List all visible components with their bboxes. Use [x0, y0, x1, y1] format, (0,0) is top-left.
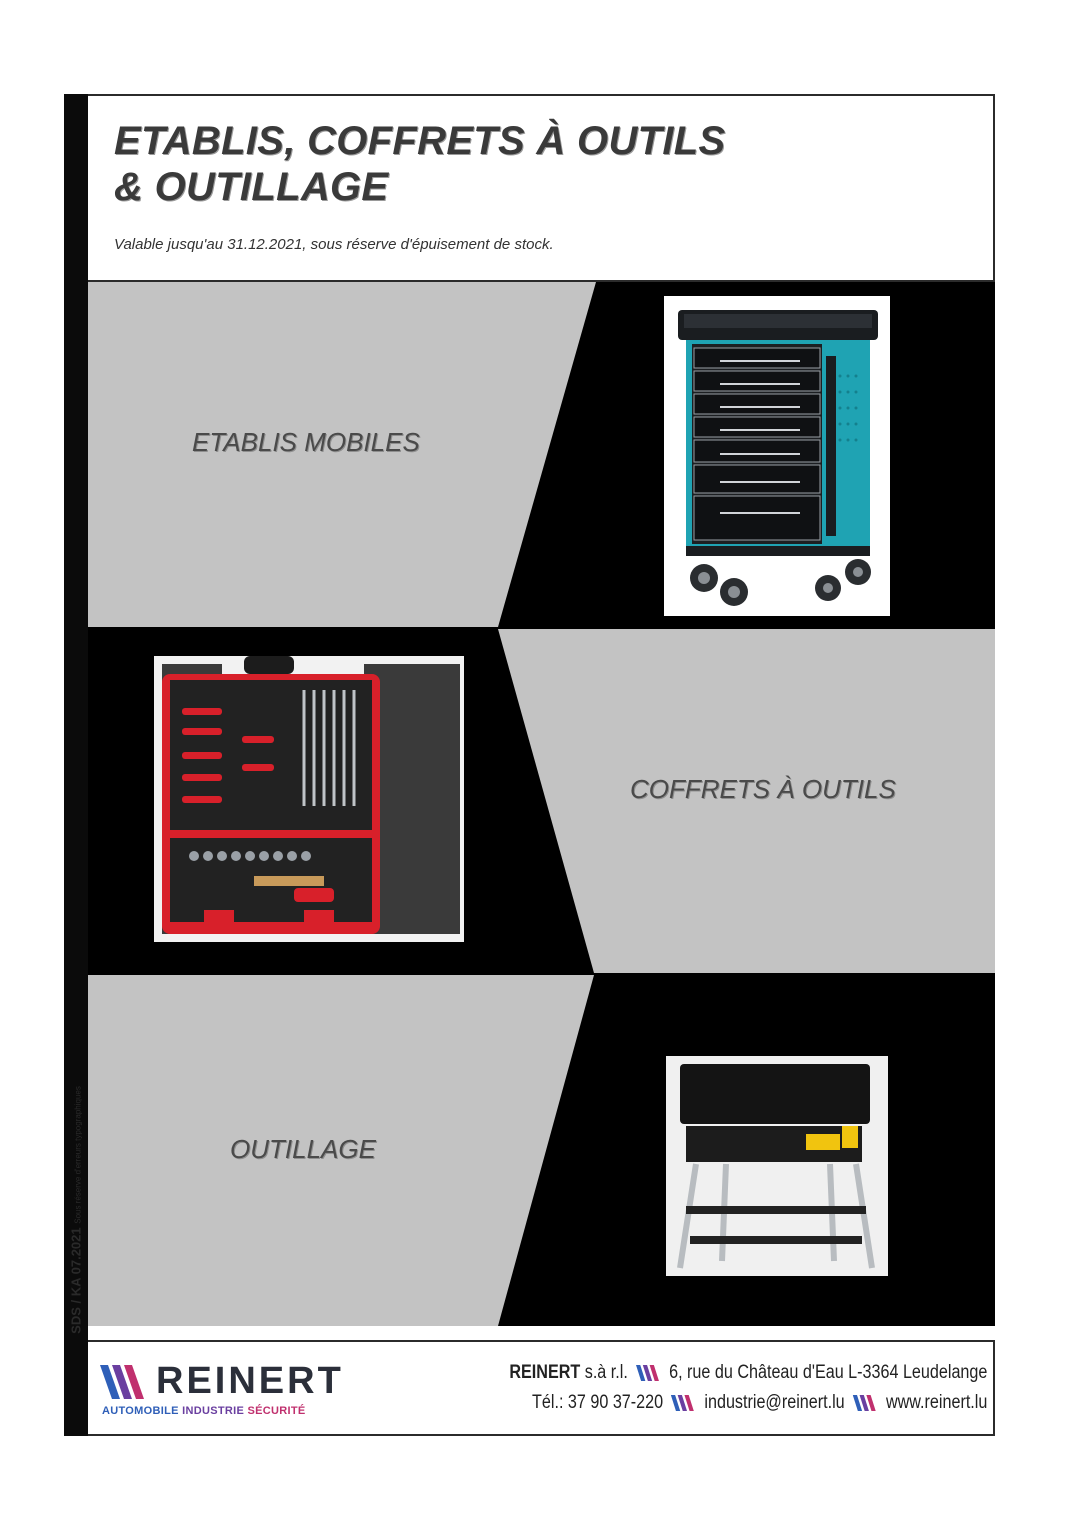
spine-code — [69, 1086, 84, 1334]
company-website[interactable]: www.reinert.lu — [885, 1392, 987, 1413]
title-line-1: ETABLIS, COFFRETS À OUTILS — [114, 119, 726, 163]
page-title — [114, 118, 726, 210]
contact-block — [509, 1358, 987, 1418]
logo-tagline — [102, 1405, 350, 1417]
company-phone: Tél.: 37 90 37-220 — [531, 1392, 663, 1413]
company-address: 6, rue du Château d'Eau L-3364 Leudelange — [668, 1362, 987, 1383]
divider-slashes-icon — [671, 1395, 697, 1411]
company-email[interactable]: industrie@reinert.lu — [704, 1392, 845, 1413]
title-line-2: & OUTILLAGE — [114, 165, 389, 209]
tool-cabinet-image — [664, 296, 890, 616]
divider-slashes-icon — [852, 1395, 878, 1411]
section-label-outillage: OUTILLAGE — [230, 1134, 376, 1164]
divider-slashes-icon — [635, 1365, 661, 1381]
section-label-etablis: ETABLIS MOBILES — [192, 427, 420, 457]
spine-code-text: SDS / KA 07.2021 — [68, 1227, 84, 1334]
tagline-industrie: INDUSTRIE — [182, 1405, 245, 1417]
section-label-coffrets: COFFRETS À OUTILS — [630, 774, 896, 804]
company-name: REINERT — [508, 1362, 580, 1383]
header-box — [88, 94, 995, 282]
contact-line-2 — [509, 1388, 987, 1418]
validity-note: Valable jusqu'au 31.12.2021, sous réserve d'épuisement de stock. — [114, 236, 554, 253]
contact-line-1 — [509, 1358, 987, 1388]
tool-case-image — [154, 656, 464, 942]
tool-box-stand-image — [666, 1056, 888, 1276]
reinert-logo — [100, 1360, 350, 1417]
category-sections — [88, 282, 995, 1326]
company-suffix: s.à r.l. — [584, 1362, 628, 1383]
logo-slashes-icon — [100, 1365, 150, 1399]
footer-box — [88, 1340, 995, 1436]
spine-note: Sous réserve d'erreurs typographiques — [73, 1086, 83, 1224]
logo-name: REINERT — [156, 1360, 344, 1402]
tagline-automobile: AUTOMOBILE — [102, 1405, 179, 1417]
tagline-securite: SÉCURITÉ — [247, 1405, 306, 1417]
